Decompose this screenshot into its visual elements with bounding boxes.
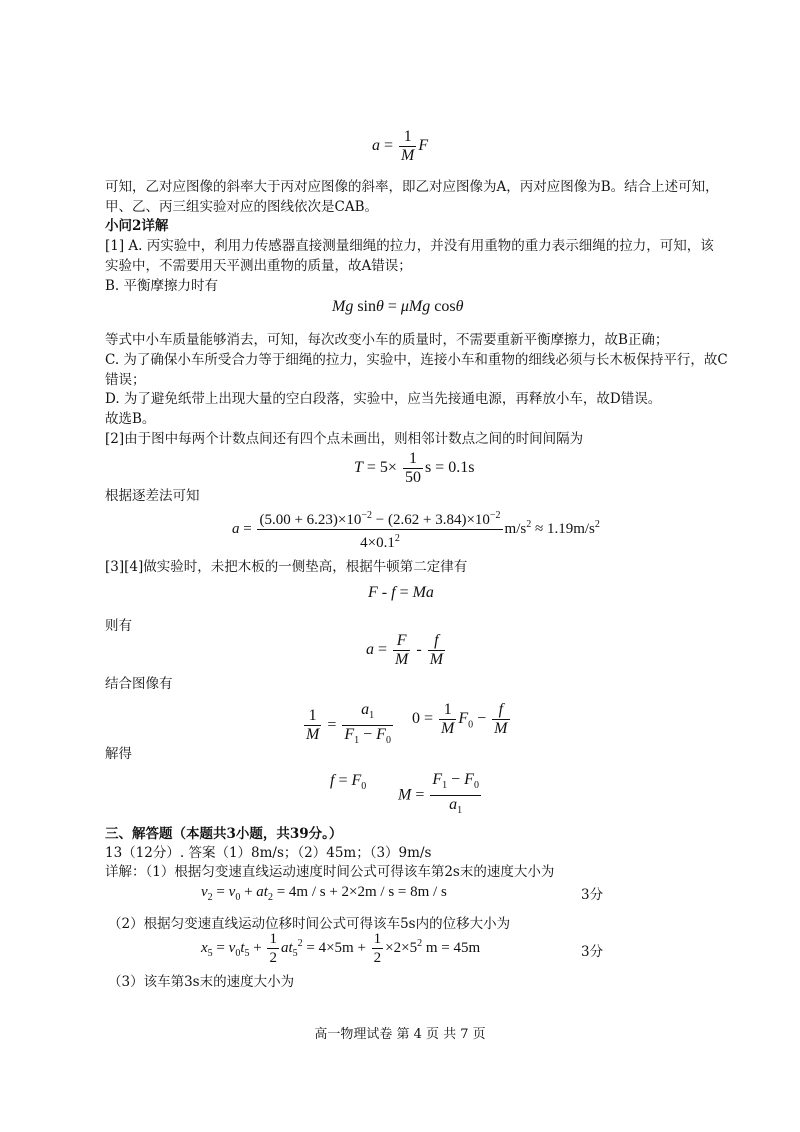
score-label: 3分 xyxy=(581,887,604,903)
equation-mass-result: M = $\frac{F_1 - F_0}{a_1}$ xyxy=(398,771,479,817)
text-line: [2]由于图中每两个计数点间还有四个点未画出，则相邻计数点之间的时间间隔为 xyxy=(105,431,584,447)
text-line: （2）根据匀变速直线运动位移时间公式可得该车5s内的位移大小为 xyxy=(108,916,511,932)
text-line: 结合图像有 xyxy=(105,676,173,692)
equation-a-1-over-m-f: a = $\frac{1}{M}$ F xyxy=(372,128,429,164)
text-line: 根据逐差法可知 xyxy=(105,488,200,504)
text-line: （3）该车第3s末的速度大小为 xyxy=(108,974,295,990)
text-line: 详解：（1）根据匀变速直线运动速度时间公式可得该车第2s末的速度大小为 xyxy=(105,864,555,880)
text-line: 故选B。 xyxy=(105,411,156,427)
section-heading: 小问2详解 xyxy=(105,218,169,234)
text-line: 甲、乙、丙三组实验对应的图线依次是CAB。 xyxy=(105,199,378,215)
score-label: 3分 xyxy=(581,944,604,960)
equation-newton-second-law: F - f = Ma xyxy=(368,584,434,601)
text-line: 解得 xyxy=(105,746,132,762)
section-heading: 三、解答题（本题共3小题，共39分。） xyxy=(105,826,343,842)
equation-displacement: $x_5 = v_0t_5$ + $\frac{1}{2}$ $at_5^2 = 4\times 5m$ + $\frac{1}{2}$ $\times 2\times 5^2$ m = 45m xyxy=(201,931,481,966)
text-line: D. 为了避免纸带上出现大量的空白段落，实验中，应当先接通电源，再释放小车，故D错误。 xyxy=(105,391,662,407)
text-line: C. 为了确保小车所受合力等于细绳的拉力，实验中，连接小车和重物的细线必须与长木板保持平行，故C xyxy=(105,352,728,368)
equation-intercept: 0 = $\frac{1}{M}$ $F_0$ − $\frac{f}{M}$ xyxy=(412,701,508,737)
text-line: 等式中小车质量能够消去，可知，每次改变小车的质量时，不需要重新平衡摩擦力，故B正确； xyxy=(105,332,669,348)
page-footer: 高一物理试卷 第 4 页 共 7 页 xyxy=(314,1027,486,1042)
text-line: 可知，乙对应图像的斜率大于丙对应图像的斜率，即乙对应图像为A，丙对应图像为B。结合上述可知， xyxy=(105,179,719,195)
equation-friction-result: $f = F_0$ xyxy=(330,772,367,793)
equation-slope: $\frac{1}{M}$ = $\frac{a_1}{F_1 - F_0}$ xyxy=(306,701,391,747)
equation-velocity: $v_2 = v_0 + at_2 = 4m / s + 2\times 2m / s = 8m / s$ xyxy=(201,884,447,903)
text-line: 错误； xyxy=(105,372,146,388)
equation-a-expression: a = $\frac{F}{M}$ - $\frac{f}{M}$ xyxy=(366,632,444,668)
text-line: B. 平衡摩擦力时有 xyxy=(105,278,219,294)
text-line: 13（12分）. 答案（1）8m/s；（2）45m；（3）9m/s xyxy=(105,845,432,861)
text-line: [3][4]做实验时，未把木板的一侧垫高，根据牛顿第二定律有 xyxy=(105,559,468,575)
text-line: 则有 xyxy=(105,618,132,634)
text-line: 实验中，不需要用天平测出重物的质量，故A错误； xyxy=(105,258,412,274)
equation-friction-balance: Mg sinθ = μMg cosθ xyxy=(332,298,464,315)
equation-time-interval: T = 5× $\frac{1}{50}$ s = 0.1s xyxy=(354,450,475,486)
text-line: [1] A. 丙实验中，利用力传感器直接测量细绳的拉力，并没有用重物的重力表示细绳的拉力，可知，该 xyxy=(105,238,714,254)
equation-acceleration-difference: a = $\frac{(5.00 + 6.23)\times 10^{-2} - (2.62 + 3.84)\times 10^{-2}}{4\times 0.1^2}$ $m/s^2 \approx 1.19m/s^2$ xyxy=(232,507,600,552)
